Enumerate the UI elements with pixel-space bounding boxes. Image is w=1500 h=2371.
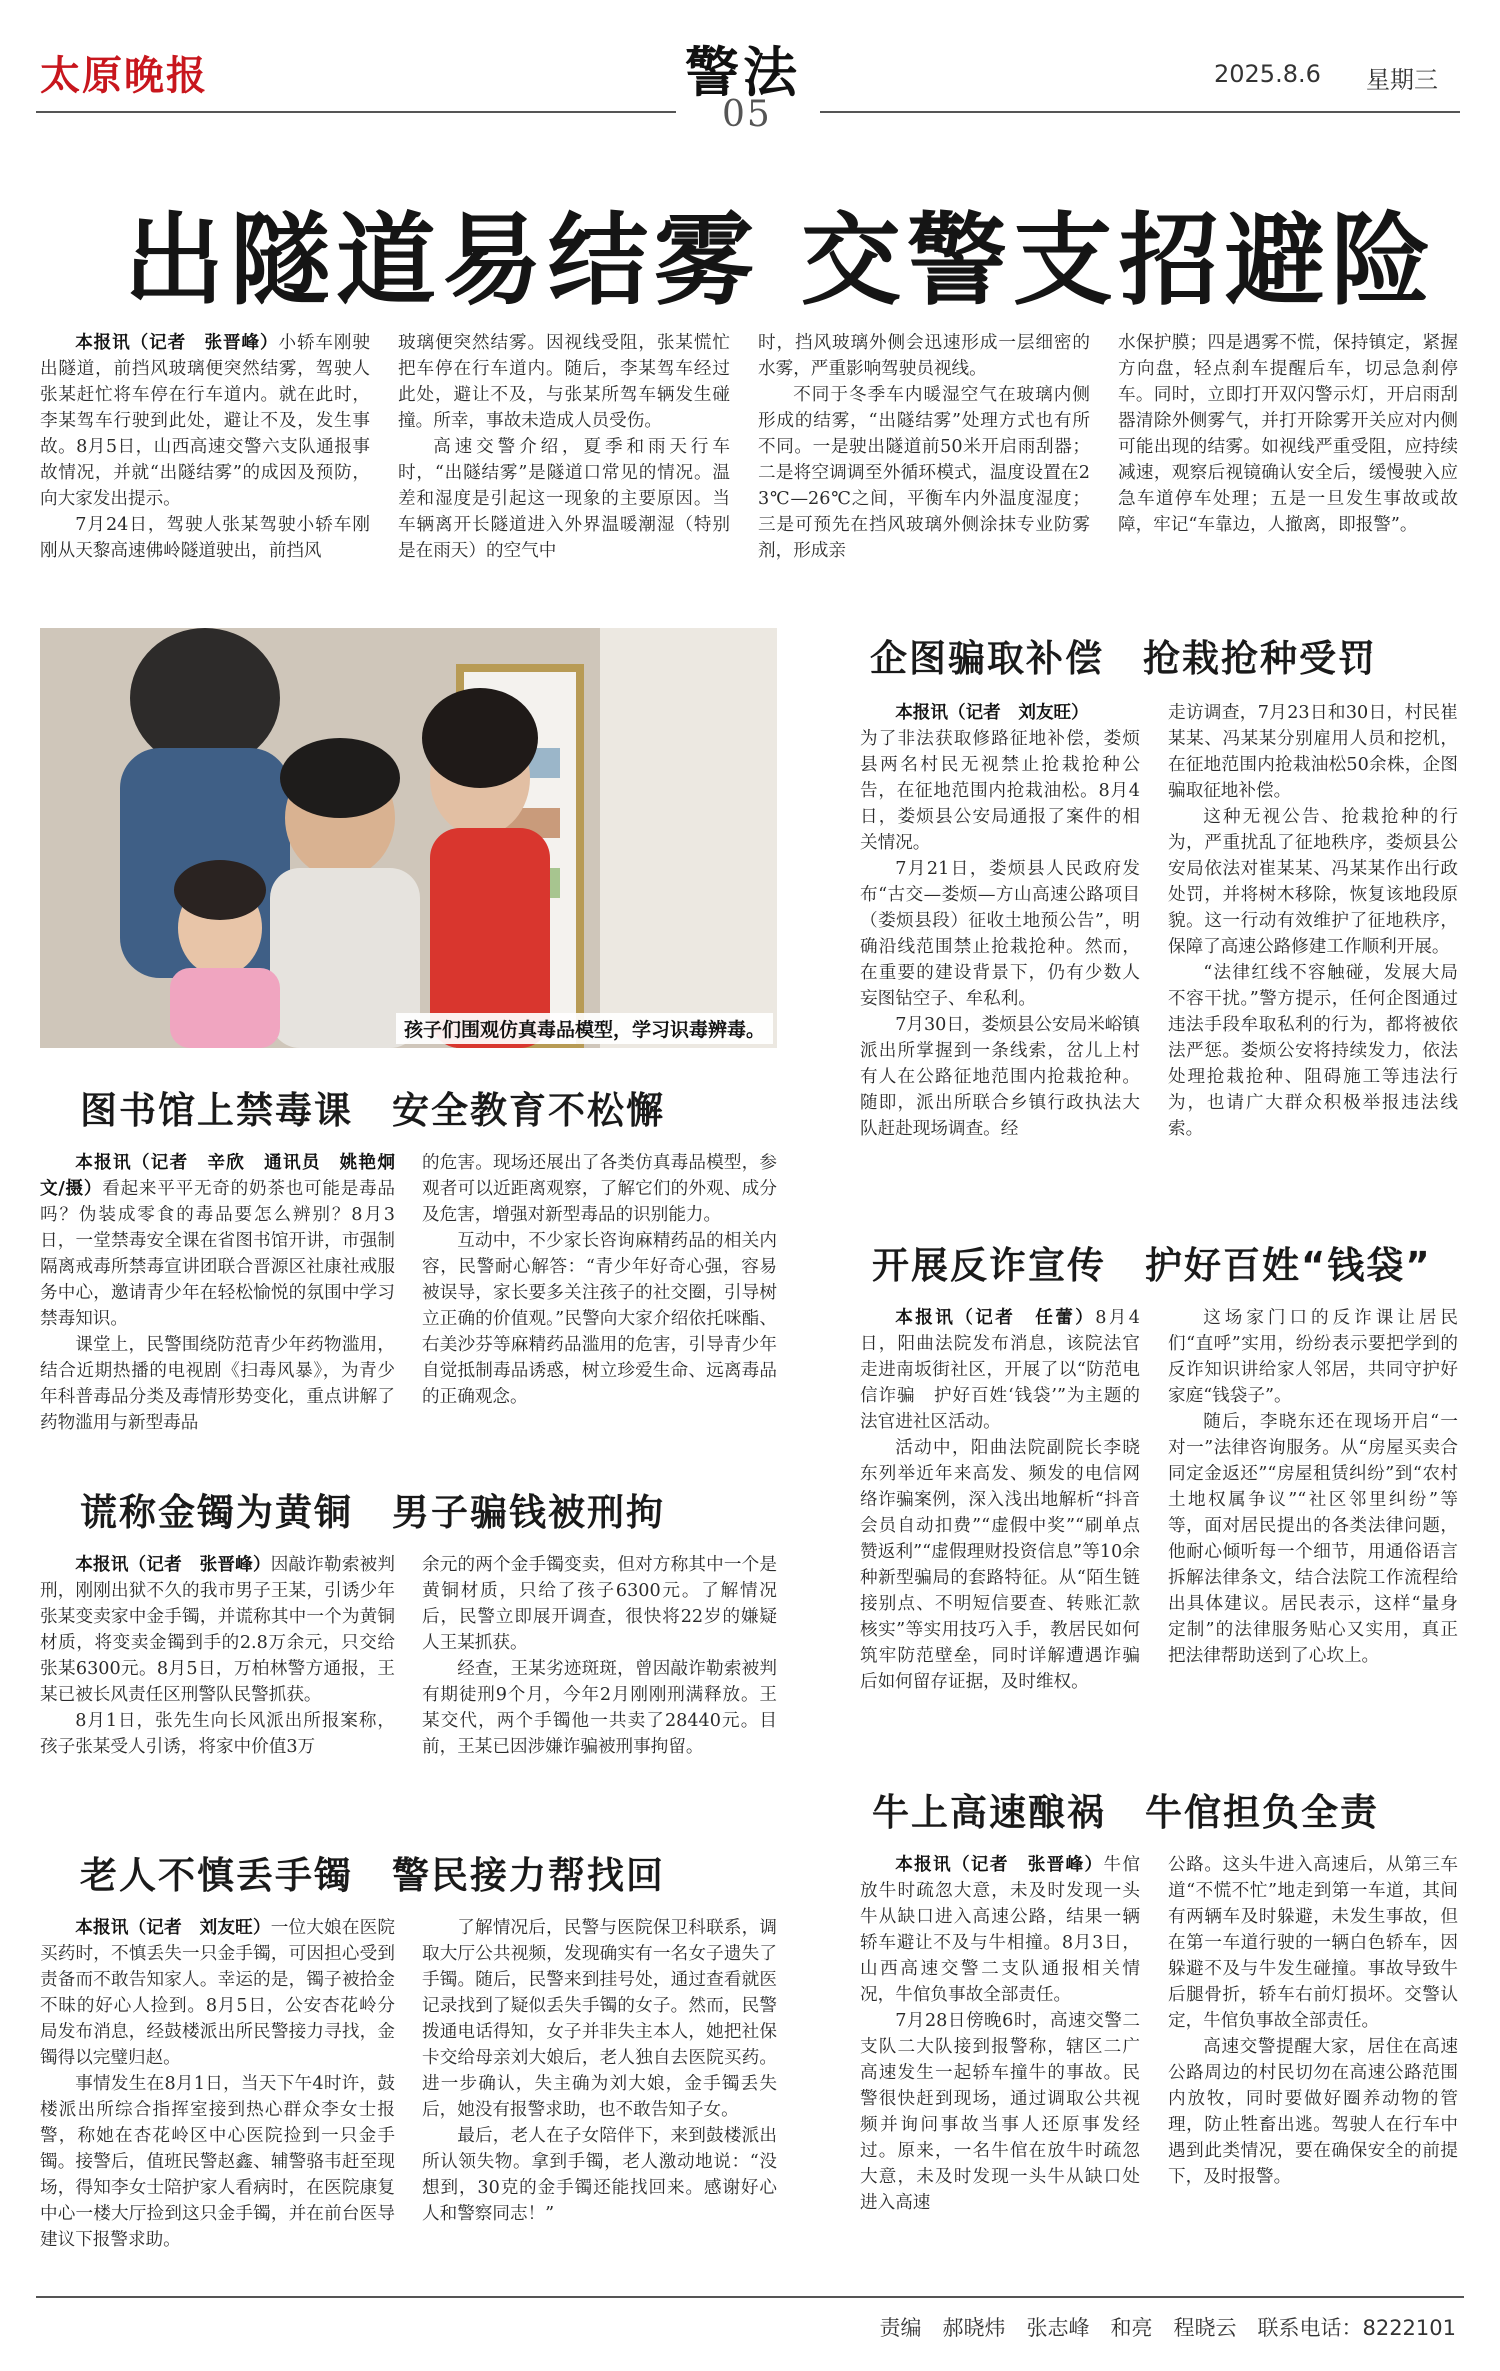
story-land-col-right	[1168, 700, 1458, 1142]
story-cattle-col-right	[1168, 1852, 1458, 2190]
story-elder-para-1: 一位大娘在医院买药时，不慎丢失一只金手镯，可因担心受到责备而不敢告知家人。幸运的是，镯子被拾金不昧的好心人捡到。8月5日，公安杏花岭分局发布消息，经鼓楼派出所民警接力寻找，金镯得以完璧归赵。	[40, 1918, 395, 2068]
lead-byline: 本报讯（记者 张晋峰）	[75, 332, 279, 353]
lead-col-2	[398, 330, 730, 564]
story-antifraud-para-4: 随后，李晓东还在现场开启“一对一”法律咨询服务。从“房屋买卖合同定金返还”“房屋租赁纠纷”到“农村土地权属争议”“社区邻里纠纷”等等，面对居民提出的各类法律问题，他耐心倾听每一个细节，用通俗语言拆解法律条文，结合法院工作流程给出具体建议。居民表示，这样“量身定制”的法律服务贴心又实用，真正把法律帮助送到了心坎上。	[1168, 1412, 1458, 1666]
story-bracelet-fraud-para-3: 余元的两个金手镯变卖，但对方称其中一个是黄铜材质，只给了孩子6300元。了解情况后，民警立即展开调查，很快将22岁的嫌疑人王某抓获。	[422, 1555, 777, 1653]
story-bracelet-fraud-col-left	[40, 1552, 395, 1760]
lead-para-4: 高速交警介绍，夏季和雨天行车时，“出隧结雾”是隧道口常见的情况。温差和湿度是引起这一现象的主要原因。当车辆离开长隧道进入外界温暖潮湿（特别是在雨天）的空气中	[398, 437, 730, 561]
masthead-rule-right	[820, 111, 1460, 113]
story-land-para-4: 走访调查，7月23日和30日，村民崔某某、冯某某分别雇用人员和挖机，在征地范围内抢栽油松50余株，企图骗取征地补偿。	[1168, 703, 1458, 801]
story-cattle-col-left	[860, 1852, 1140, 2216]
story-elder-byline: 本报讯（记者 刘友旺）	[75, 1917, 271, 1938]
page-number: 05	[722, 94, 772, 135]
story-elder-para-4: 最后，老人在子女陪伴下，来到鼓楼派出所认领失物。拿到手镯，老人激动地说：“没想到，30克的金手镯还能找回来。感谢好心人和警察同志！”	[422, 2126, 777, 2224]
story-bracelet-fraud-byline: 本报讯（记者 张晋峰）	[75, 1554, 271, 1575]
photo-caption: 孩子们围观仿真毒品模型，学习识毒辨毒。	[396, 1013, 773, 1044]
story-cattle-para-2: 7月28日傍晚6时，高速交警二支队二大队接到报警称，辖区二广高速发生一起轿车撞牛的事故。民警很快赶到现场，通过调取公共视频并询问事故当事人还原事发经过。原来，一名牛倌在放牛时疏忽大意，未及时发现一头牛从缺口处进入高速	[860, 2011, 1140, 2213]
lead-para-3: 玻璃便突然结雾。因视线受阻，张某慌忙把车停在行车道内。随后，李某驾车经过此处，避让不及，与张某所驾车辆发生碰撞。所幸，事故未造成人员受伤。	[398, 333, 730, 431]
masthead-rule-left	[36, 111, 676, 113]
story-bracelet-fraud-para-4: 经查，王某劣迹斑斑，曾因敲诈勒索被判有期徒刑9个月，今年2月刚刚刑满释放。王某交代，两个手镯他一共卖了28440元。目前，王某已因涉嫌诈骗被刑事拘留。	[422, 1659, 777, 1757]
story-antifraud-col-left	[860, 1305, 1140, 1695]
story-library-para-4: 互动中，不少家长咨询麻精药品的相关内容，民警耐心解答：“青少年好奇心强，容易被误导，家长要多关注孩子的社交圈，引导树立正确的价值观。”民警向大家介绍依托咪酯、右美沙芬等麻精药品滥用的危害，引导青少年自觉抵制毒品诱惑，树立珍爱生命、远离毒品的正确观念。	[422, 1231, 777, 1407]
news-photo	[40, 628, 777, 1048]
story-land-para-3: 7月30日，娄烦县公安局米峪镇派出所掌握到一条线索，岔儿上村有人在公路征地范围内抢栽抢种。随即，派出所联合乡镇行政执法大队赶赴现场调查。经	[860, 1015, 1140, 1139]
lead-para-6: 不同于冬季车内暖湿空气在玻璃内侧形成的结雾，“出隧结雾”处理方式也有所不同。一是驶出隧道前50米开启雨刮器；二是将空调调至外循环模式，温度设置在23℃—26℃之间，平衡车内外温度湿度；三是可预先在挡风玻璃外侧涂抹专业防雾剂，形成亲	[758, 385, 1090, 561]
story-antifraud-title: 开展反诈宣传 护好百姓“钱袋”	[872, 1244, 1432, 1287]
lead-headline: 出隧道易结雾 交警支招避险	[124, 202, 1437, 319]
story-land-para-6: “法律红线不容触碰，发展大局不容干扰。”警方提示，任何企图通过违法手段牟取私利的行为，都将被依法严惩。娄烦公安将持续发力，依法处理抢栽抢种、阻碍施工等违法行为，也请广大群众积极举报违法线索。	[1168, 963, 1458, 1139]
lead-para-7: 水保护膜；四是遇雾不慌，保持镇定，紧握方向盘，轻点刹车提醒后车，切忌急刹停车。同时，立即打开双闪警示灯，开启雨刮器清除外侧雾气，并打开除雾开关应对内侧可能出现的结雾。如视线严重受阻，应持续减速，观察后视镜确认安全后，缓慢驶入应急车道停车处理；五是一旦发生事故或故障，牢记“车靠边，人撤离，即报警”。	[1118, 333, 1458, 535]
story-library-byline: 本报讯（记者 辛欣 通讯员 姚艳炯 文/摄）	[40, 1152, 413, 1199]
story-antifraud-byline: 本报讯（记者 任蕾）	[895, 1307, 1096, 1328]
lead-para-5: 时，挡风玻璃外侧会迅速形成一层细密的水雾，严重影响驾驶员视线。	[758, 333, 1090, 379]
footer-rule	[36, 2296, 1464, 2298]
story-cattle-title: 牛上高速酿祸 牛倌担负全责	[872, 1791, 1379, 1834]
lead-col-3	[758, 330, 1090, 564]
story-cattle-para-3: 公路。这头牛进入高速后，从第三车道“不慌不忙”地走到第一车道，其间有两辆车及时躲避，未发生事故，但在第一车道行驶的一辆白色轿车，因躲避不及与牛发生碰撞。事故导致牛后腿骨折，轿车右前灯损坏。交警认定，牛倌负事故全部责任。	[1168, 1855, 1458, 2031]
lead-col-1	[40, 330, 370, 564]
story-antifraud-para-3: 这场家门口的反诈课让居民们“直呼”实用，纷纷表示要把学到的反诈知识讲给家人邻居，共同守护好家庭“钱袋子”。	[1168, 1308, 1458, 1406]
story-cattle-para-1: 牛倌放牛时疏忽大意，未及时发现一头牛从缺口进入高速公路，结果一辆轿车避让不及与牛相撞。8月3日，山西高速交警二支队通报相关情况，牛倌负事故全部责任。	[860, 1855, 1140, 2005]
story-land-title: 企图骗取补偿 抢栽抢种受罚	[870, 637, 1377, 680]
masthead	[0, 0, 1500, 140]
story-library-title: 图书馆上禁毒课 安全教育不松懈	[80, 1089, 665, 1132]
lead-para-2: 7月24日，驾驶人张某驾驶小轿车刚刚从天黎高速佛岭隧道驶出，前挡风	[40, 515, 370, 561]
story-library-para-2: 课堂上，民警围绕防范青少年药物滥用，结合近期热播的电视剧《扫毒风暴》，为青少年科普毒品分类及毒情形势变化，重点讲解了药物滥用与新型毒品	[40, 1335, 395, 1433]
lead-para-1: 小轿车刚驶出隧道，前挡风玻璃便突然结雾，驾驶人张某赶忙将车停在行车道内。就在此时，李某驾车行驶到此处，避让不及，发生事故。8月5日，山西高速交警六支队通报事故情况，并就“出隧结雾”的成因及预防，向大家发出提示。	[40, 333, 370, 509]
story-elder-para-3: 了解情况后，民警与医院保卫科联系，调取大厅公共视频，发现确实有一名女子遗失了手镯。随后，民警来到挂号处，通过查看就医记录找到了疑似丢失手镯的女子。然而，民警拨通电话得知，女子并非失主本人，她把社保卡交给母亲刘大娘后，老人独自去医院买药。进一步确认，失主确为刘大娘，金手镯丢失后，她没有报警求助，也不敢告知子女。	[422, 1918, 777, 2120]
lead-col-4	[1118, 330, 1458, 538]
story-antifraud-para-2: 活动中，阳曲法院副院长李晓东列举近年来高发、频发的电信网络诈骗案例，深入浅出地解析“抖音会员自动扣费”“虚假中奖”“刷单点赞返利”“虚假理财投资信息”等10余种新型骗局的套路特征。从“陌生链接别点、不明短信要查、转账汇款核实”等实用技巧入手，教居民如何筑牢防范壁垒，同时详解遭遇诈骗后如何留存证据，及时维权。	[860, 1438, 1140, 1692]
story-library-para-1: 看起来平平无奇的奶茶也可能是毒品吗？伪装成零食的毒品要怎么辨别？8月3日，一堂禁毒安全课在省图书馆开讲，市强制隔离戒毒所禁毒宣讲团联合晋源区社康社戒服务中心，邀请青少年在轻松愉悦的氛围中学习禁毒知识。	[40, 1179, 395, 1329]
story-cattle-para-4: 高速交警提醒大家，居住在高速公路周边的村民切勿在高速公路范围内放牧，同时要做好圈养动物的管理，防止牲畜出逃。驾驶人在行车中遇到此类情况，要在确保安全的前提下，及时报警。	[1168, 2037, 1458, 2187]
story-elder-col-right	[422, 1915, 777, 2227]
story-land-para-1: 为了非法获取修路征地补偿，娄烦县两名村民无视禁止抢栽抢种公告，在征地范围内抢栽油松。8月4日，娄烦县公安局通报了案件的相关情况。	[860, 729, 1140, 853]
story-land-para-5: 这种无视公告、抢栽抢种的行为，严重扰乱了征地秩序，娄烦县公安局依法对崔某某、冯某某作出行政处罚，并将树木移除，恢复该地段原貌。这一行动有效维护了征地秩序，保障了高速公路修建工作顺利开展。	[1168, 807, 1458, 957]
story-antifraud-col-right	[1168, 1305, 1458, 1669]
story-land-col-left	[860, 700, 1140, 1142]
footer-editors: 责编 郝晓炜 张志峰 和亮 程晓云 联系电话：8222101	[879, 2316, 1456, 2340]
story-bracelet-fraud-para-1: 因敲诈勒索被判刑，刚刚出狱不久的我市男子王某，引诱少年张某变卖家中金手镯，并谎称其中一个为黄铜材质，将变卖金镯到手的2.8万余元，只交给张某6300元。8月5日，万柏林警方通报，王某已被长风责任区刑警队民警抓获。	[40, 1555, 395, 1705]
issue-date: 2025.8.6	[1214, 60, 1321, 88]
newspaper-logo: 太原晚报	[40, 52, 208, 99]
story-land-byline: 本报讯（记者 刘友旺）	[895, 702, 1089, 723]
section-title: 警法	[685, 41, 801, 104]
story-land-para-2: 7月21日，娄烦县人民政府发布“古交—娄烦—方山高速公路项目（娄烦县段）征收土地预公告”，明确沿线范围禁止抢栽抢种。然而，在重要的建设背景下，仍有少数人妄图钻空子、牟私利。	[860, 859, 1140, 1009]
story-library-col-left	[40, 1150, 413, 1436]
story-bracelet-fraud-col-right	[422, 1552, 777, 1760]
story-library-para-3: 的危害。现场还展出了各类仿真毒品模型，参观者可以近距离观察，了解它们的外观、成分及危害，增强对新型毒品的识别能力。	[422, 1153, 777, 1225]
story-elder-para-2: 事情发生在8月1日，当天下午4时许，鼓楼派出所综合指挥室接到热心群众李女士报警，称她在杏花岭区中心医院捡到一只金手镯。接警后，值班民警赵鑫、辅警骆韦赶至现场，得知李女士陪护家人看病时，在医院康复中心一楼大厅捡到这只金手镯，并在前台医导建议下报警求助。	[40, 2074, 395, 2250]
issue-weekday: 星期三	[1366, 66, 1438, 94]
story-library-col-right	[422, 1150, 777, 1410]
story-cattle-byline: 本报讯（记者 张晋峰）	[895, 1854, 1104, 1875]
photo-illustration	[40, 628, 777, 1048]
story-elder-title: 老人不慎丢手镯 警民接力帮找回	[80, 1854, 665, 1897]
story-elder-col-left	[40, 1915, 395, 2253]
story-bracelet-fraud-title: 谎称金镯为黄铜 男子骗钱被刑拘	[80, 1491, 665, 1534]
story-antifraud-para-1: 8月4日，阳曲法院发布消息，该院法官走进南坂街社区，开展了以“防范电信诈骗 护好百姓‘钱袋’”为主题的法官进社区活动。	[860, 1308, 1140, 1432]
story-bracelet-fraud-para-2: 8月1日，张先生向长风派出所报案称，孩子张某受人引诱，将家中价值3万	[40, 1711, 395, 1757]
